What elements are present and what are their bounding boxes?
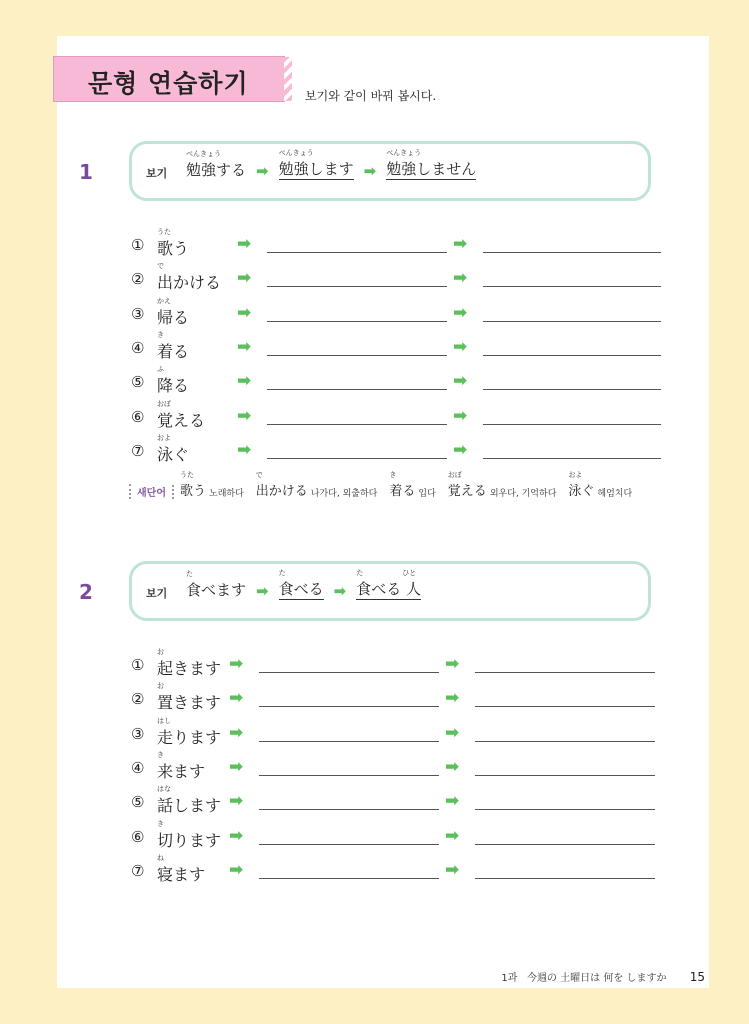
arrow-icon: ➡	[445, 859, 460, 880]
item-number: ②	[131, 690, 145, 709]
exercise-row	[131, 262, 691, 292]
exercise-row	[131, 785, 691, 815]
answer-blank[interactable]	[259, 775, 439, 776]
arrow-icon: ➡	[333, 582, 347, 600]
arrow-icon: ➡	[445, 722, 460, 743]
answer-blank[interactable]	[267, 389, 447, 390]
answer-blank[interactable]	[267, 252, 447, 253]
example-word: べんきょう 勉強する	[186, 150, 247, 179]
answer-blank[interactable]	[483, 252, 661, 253]
item-number: ①	[131, 236, 145, 254]
example-word: た 食べます	[186, 570, 247, 599]
arrow-icon: ➡	[237, 234, 252, 254]
answer-blank[interactable]	[483, 355, 661, 356]
vocab-word: おぼ 覚える	[447, 471, 487, 499]
arrow-icon: ➡	[237, 302, 252, 323]
arrow-icon: ➡	[237, 371, 252, 392]
item-number: ①	[131, 656, 145, 674]
example-sequence	[186, 569, 421, 600]
arrow-icon: ➡	[445, 825, 460, 846]
answer-blank[interactable]	[483, 424, 661, 425]
example-answer: べんきょう 勉強しません	[386, 149, 477, 178]
vocab-meaning: 외우다, 기억하다	[489, 489, 557, 499]
item-word: き 来ます	[157, 750, 206, 781]
item-number: ④	[131, 338, 145, 357]
answer-blank[interactable]	[259, 672, 439, 673]
arrow-icon: ➡	[363, 162, 377, 180]
worksheet-page	[57, 36, 709, 988]
example-answer: た ひと 食べる 人	[356, 569, 421, 598]
item-number: ⑥	[131, 827, 145, 846]
exercise-row	[131, 297, 691, 327]
arrow-icon: ➡	[256, 582, 269, 600]
item-word: き 切ります	[157, 819, 222, 850]
answer-blank[interactable]	[483, 286, 661, 287]
item-number: ⑦	[131, 861, 145, 880]
vocab-label: 새단어	[129, 484, 166, 499]
answer-blank[interactable]	[483, 321, 661, 322]
arrow-icon: ➡	[229, 859, 244, 880]
page-number: 15	[689, 970, 705, 984]
vocab-meaning: 노래하다	[209, 489, 244, 499]
answer-blank[interactable]	[483, 458, 661, 459]
item-word: はし 走ります	[157, 716, 222, 747]
page-title: 문형 연습하기	[88, 69, 249, 98]
exercise-row	[131, 434, 691, 464]
item-number: ⑤	[131, 373, 145, 392]
item-number: ③	[131, 304, 145, 323]
arrow-icon: ➡	[229, 756, 244, 777]
exercise-row	[131, 400, 691, 430]
arrow-icon: ➡	[237, 336, 252, 357]
arrow-icon: ➡	[229, 825, 244, 846]
item-number: ⑦	[131, 441, 145, 460]
item-word: おぼ 覚える	[157, 399, 206, 430]
vocab-word: で 出かける	[255, 471, 308, 499]
example-answer: べんきょう 勉強します	[278, 149, 354, 178]
answer-blank[interactable]	[475, 706, 655, 707]
arrow-icon: ➡	[445, 756, 460, 777]
example-label: 보기	[146, 587, 168, 600]
item-word: およ 泳ぐ	[157, 433, 190, 464]
arrow-icon: ➡	[453, 439, 468, 460]
answer-blank[interactable]	[259, 706, 439, 707]
example-box-2	[129, 561, 651, 621]
arrow-icon: ➡	[229, 688, 244, 709]
section-number-1: 1	[79, 160, 93, 184]
answer-blank[interactable]	[475, 672, 655, 673]
arrow-icon: ➡	[229, 654, 244, 674]
arrow-icon: ➡	[453, 371, 468, 392]
item-word: かえ 帰る	[157, 296, 190, 327]
arrow-icon: ➡	[445, 654, 460, 674]
page-footer	[501, 969, 705, 984]
item-word: お 起きます	[157, 648, 222, 678]
item-number: ⑥	[131, 407, 145, 426]
arrow-icon: ➡	[445, 791, 460, 812]
exercise-row	[131, 854, 691, 884]
arrow-icon: ➡	[237, 439, 252, 460]
answer-blank[interactable]	[267, 458, 447, 459]
section-title-banner	[53, 56, 285, 102]
arrow-icon: ➡	[229, 791, 244, 812]
answer-blank[interactable]	[475, 844, 655, 845]
item-number: ④	[131, 758, 145, 777]
answer-blank[interactable]	[259, 809, 439, 810]
arrow-icon: ➡	[237, 405, 252, 426]
answer-blank[interactable]	[475, 878, 655, 879]
arrow-icon: ➡	[453, 405, 468, 426]
exercise-row	[131, 365, 691, 395]
answer-blank[interactable]	[267, 321, 447, 322]
vocab-meaning: 헤엄치다	[597, 489, 633, 499]
exercise-row	[131, 751, 691, 781]
answer-blank[interactable]	[259, 741, 439, 742]
exercise-row	[131, 648, 691, 678]
example-box-1	[129, 141, 651, 201]
vocab-word: き 着る	[389, 471, 416, 499]
arrow-icon: ➡	[256, 162, 269, 180]
item-word: お 置きます	[157, 682, 222, 713]
vocab-word: およ 泳ぐ	[568, 471, 595, 499]
arrow-icon: ➡	[453, 234, 468, 254]
item-word: はな 話します	[157, 785, 222, 816]
lesson-title: 今週の 土曜日は 何を しますか	[526, 973, 667, 984]
item-word: ふ 降る	[157, 365, 190, 396]
answer-blank[interactable]	[483, 389, 661, 390]
answer-blank[interactable]	[267, 355, 447, 356]
exercise-row	[131, 717, 691, 747]
arrow-icon: ➡	[453, 268, 468, 289]
instruction-text: 보기와 같이 바꿔 봅시다.	[305, 89, 437, 103]
item-word: で 出かける	[157, 262, 222, 293]
arrow-icon: ➡	[453, 302, 468, 323]
arrow-icon: ➡	[445, 688, 460, 709]
item-number: ⑤	[131, 793, 145, 812]
item-word: うた 歌う	[157, 228, 190, 258]
item-word: き 着る	[157, 330, 190, 361]
section-number-2: 2	[79, 580, 93, 604]
item-number: ③	[131, 724, 145, 743]
answer-blank[interactable]	[259, 844, 439, 845]
arrow-icon: ➡	[237, 268, 252, 289]
arrow-icon: ➡	[229, 722, 244, 743]
answer-blank[interactable]	[259, 878, 439, 879]
arrow-icon: ➡	[453, 336, 468, 357]
exercise-row	[131, 228, 691, 258]
lesson-number: 1과	[501, 973, 518, 984]
vocab-meaning: 입다	[418, 489, 436, 499]
answer-blank[interactable]	[475, 775, 655, 776]
item-word: ね 寝ます	[157, 853, 206, 884]
example-label: 보기	[146, 167, 168, 180]
vocab-meaning: 나가다, 외출하다	[310, 489, 378, 499]
answer-blank[interactable]	[267, 286, 447, 287]
new-vocabulary	[129, 471, 644, 499]
answer-blank[interactable]	[267, 424, 447, 425]
exercise-row	[131, 331, 691, 361]
exercise-row	[131, 820, 691, 850]
exercise-row	[131, 682, 691, 712]
vocab-word: うた 歌う	[179, 471, 206, 499]
example-answer: た 食べる	[278, 569, 324, 598]
answer-blank[interactable]	[475, 809, 655, 810]
example-sequence	[186, 149, 477, 180]
answer-blank[interactable]	[475, 741, 655, 742]
item-number: ②	[131, 270, 145, 289]
